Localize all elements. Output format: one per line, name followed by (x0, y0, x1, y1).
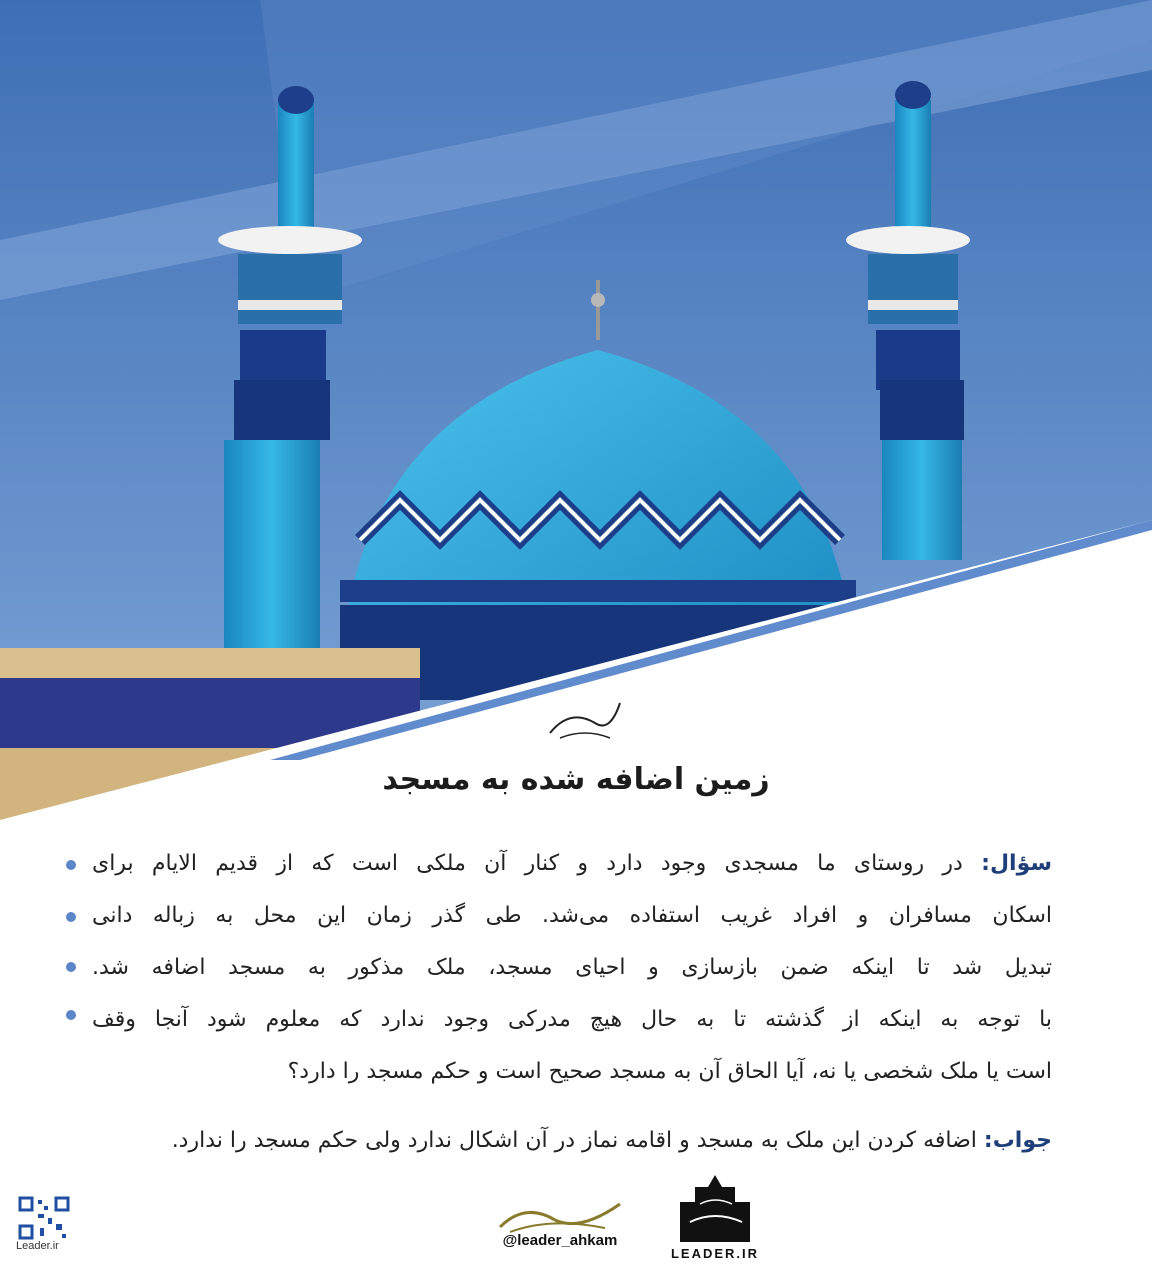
qr-caption: Leader.ir (16, 1240, 59, 1252)
question-line: سؤال: در روستای ما مسجدی وجود دارد و کنار آن ملکی است که از قدیم الایام برای (92, 851, 1052, 876)
bullet-dot (66, 912, 76, 922)
page-title: زمین اضافه شده به مسجد (382, 762, 770, 797)
answer-label: جواب: (983, 1128, 1052, 1153)
question-line: است یا ملک شخصی یا نه، آیا الحاق آن به مسجد صحیح است و حکم مسجد را دارد؟ (287, 1059, 1052, 1084)
leader-ir-caption: LEADER.IR (670, 1246, 760, 1261)
bullet-list-decoration (66, 852, 86, 1042)
question-line: تبدیل شد تا اینکه ضمن بازسازی و احیای مسجد، ملک مذکور به مسجد اضافه شد. (92, 955, 1052, 980)
bullet-dot (66, 962, 76, 972)
question-label: سؤال: (981, 851, 1052, 876)
basmala-calligraphy (540, 688, 630, 748)
question-block (92, 838, 1052, 1098)
social-handle: @leader_ahkam (502, 1232, 618, 1249)
bullet-dot (66, 860, 76, 870)
answer-text: اضافه کردن این ملک به مسجد و اقامه نماز در آن اشکال ندارد ولی حکم مسجد را ندارد. (171, 1128, 977, 1153)
bullet-dot (66, 1010, 76, 1020)
qr-code-icon (18, 1196, 70, 1240)
question-line: اسکان مسافران و افراد غریب استفاده می‌شد. طی گذر زمان این محل به زباله دانی (92, 903, 1052, 928)
question-line: با توجه به اینکه از گذشته تا به حال هیچ مدرکی وجود ندارد که معلوم شود آنجا وقف (92, 1007, 1052, 1032)
answer-block (92, 1128, 1052, 1153)
leader-ir-logo (660, 1172, 770, 1244)
